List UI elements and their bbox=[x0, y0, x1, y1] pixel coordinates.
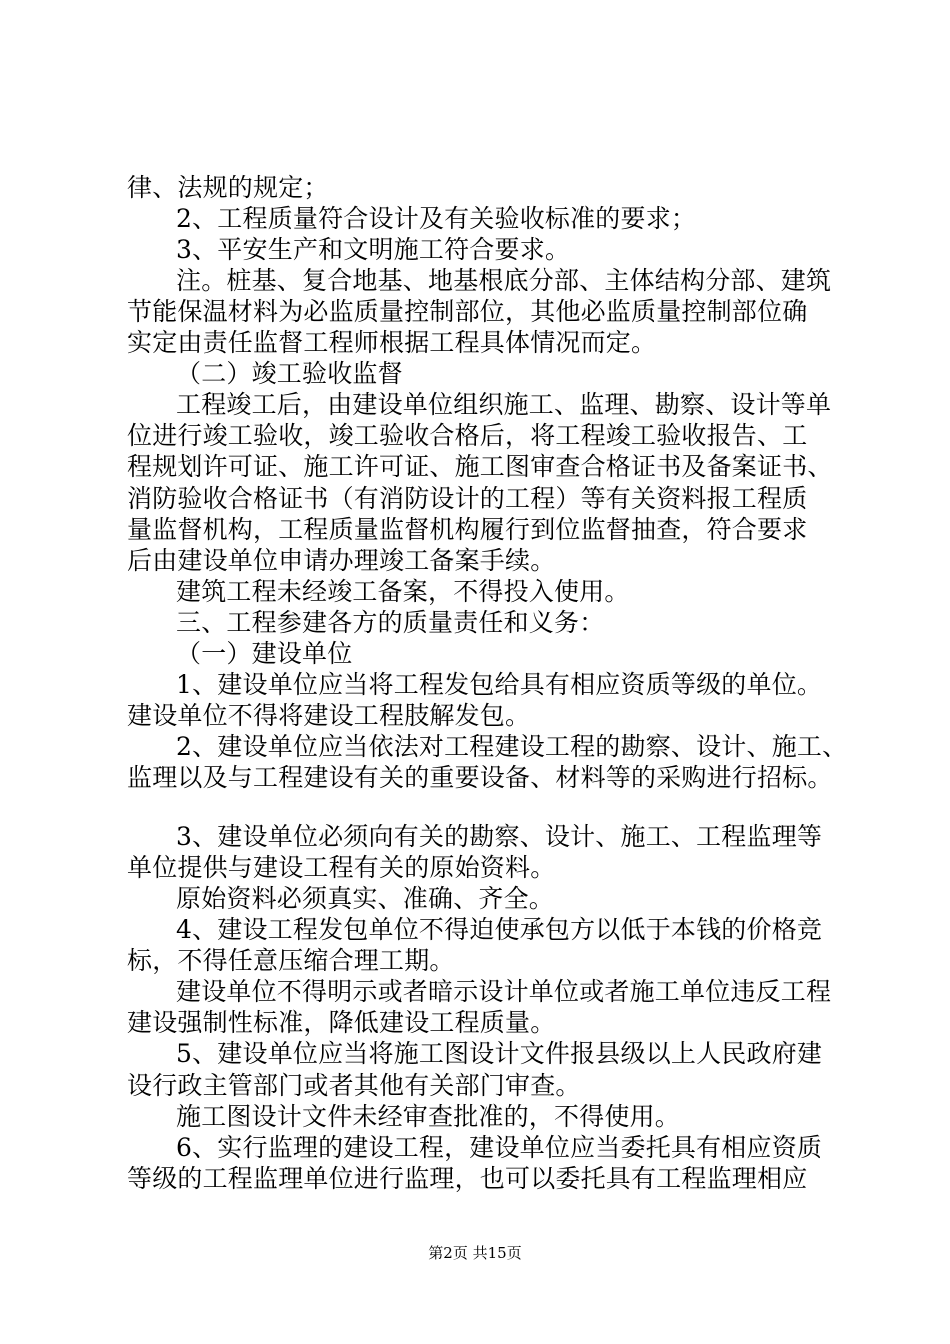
text-line: 位进行竣工验收，竣工验收合格后，将工程竣工验收报告、工 bbox=[127, 421, 808, 450]
section-heading: 三、工程参建各方的质量责任和义务： bbox=[176, 608, 605, 637]
text-line: 2、建设单位应当依法对工程建设工程的勘察、设计、施工、 bbox=[176, 732, 848, 761]
section-heading: （一）建设单位 bbox=[176, 639, 353, 668]
text-line: 设行政主管部门或者其他有关部门审查。 bbox=[127, 1071, 581, 1100]
text-line: 建筑工程未经竣工备案，不得投入使用。 bbox=[176, 577, 630, 606]
page-footer: 第2页 共15页 bbox=[428, 1244, 522, 1262]
text-line: 4、建设工程发包单位不得迫使承包方以低于本钱的价格竞 bbox=[176, 915, 823, 944]
text-line: 单位提供与建设工程有关的原始资料。 bbox=[127, 853, 556, 882]
text-line: 6、实行监理的建设工程，建设单位应当委托具有相应资质 bbox=[176, 1133, 823, 1162]
text-line: 律、法规的规定； bbox=[127, 173, 329, 202]
text-line: 节能保温材料为必监质量控制部位，其他必监质量控制部位确 bbox=[127, 297, 808, 326]
text-line: 建设单位不得将建设工程肢解发包。 bbox=[127, 701, 531, 730]
text-line: 建设单位不得明示或者暗示设计单位或者施工单位违反工程 bbox=[176, 977, 832, 1006]
text-line: 3、建设单位必须向有关的勘察、设计、施工、工程监理等 bbox=[176, 822, 823, 851]
text-line: 等级的工程监理单位进行监理，也可以委托具有工程监理相应 bbox=[127, 1164, 808, 1193]
text-line: 2、工程质量符合设计及有关验收标准的要求； bbox=[176, 204, 697, 233]
text-line: 3、平安生产和文明施工符合要求。 bbox=[176, 235, 571, 264]
text-line: 量监督机构，工程质量监督机构履行到位监督抽查，符合要求 bbox=[127, 515, 808, 544]
text-line: 建设强制性标准，降低建设工程质量。 bbox=[127, 1008, 556, 1037]
text-line: 消防验收合格证书（有消防设计的工程）等有关资料报工程质 bbox=[127, 484, 808, 513]
text-line: 1、建设单位应当将工程发包给具有相应资质等级的单位。 bbox=[176, 670, 823, 699]
text-line: 注。桩基、复合地基、地基根底分部、主体结构分部、建筑 bbox=[176, 266, 832, 295]
text-line: 原始资料必须真实、准确、齐全。 bbox=[176, 884, 555, 913]
section-heading: （二）竣工验收监督 bbox=[176, 359, 403, 388]
text-line: 程规划许可证、施工许可证、施工图审查合格证书及备案证书、 bbox=[127, 452, 833, 481]
text-line: 后由建设单位申请办理竣工备案手续。 bbox=[127, 546, 556, 575]
text-line: 施工图设计文件未经审查批准的，不得使用。 bbox=[176, 1102, 681, 1131]
text-line: 标，不得任意压缩合理工期。 bbox=[127, 946, 455, 975]
text-line: 5、建设单位应当将施工图设计文件报县级以上人民政府建 bbox=[176, 1039, 823, 1068]
text-line: 实定由责任监督工程师根据工程具体情况而定。 bbox=[127, 328, 657, 357]
text-line: 监理以及与工程建设有关的重要设备、材料等的采购进行招标。 bbox=[127, 763, 833, 792]
text-line: 工程竣工后，由建设单位组织施工、监理、勘察、设计等单 bbox=[176, 390, 832, 419]
